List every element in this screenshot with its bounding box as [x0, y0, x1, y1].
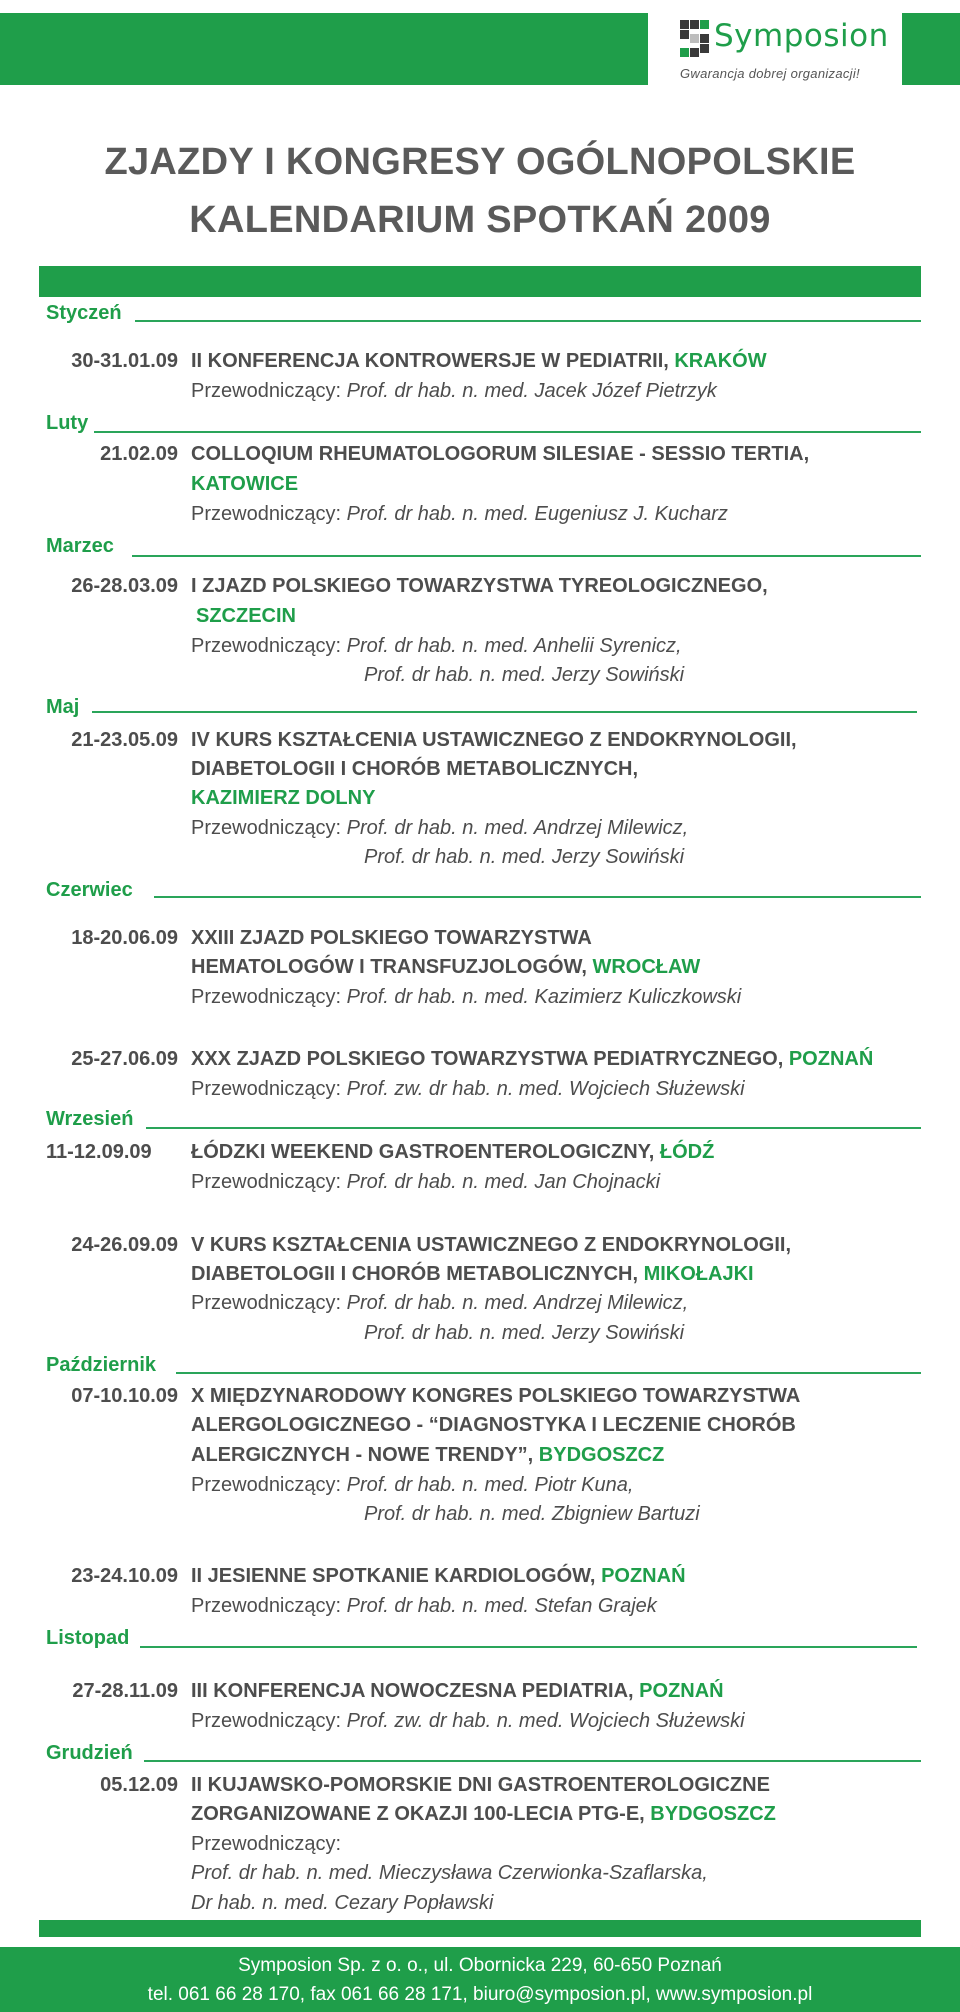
- event-title-text: ZORGANIZOWANE Z OKAZJI 100-LECIA PTG-E,: [191, 1803, 651, 1825]
- event-date: 23-24.10.09: [71, 1565, 178, 1587]
- event-title-text: I ZJAZD POLSKIEGO TOWARZYSTWA TYREOLOGICZNEGO,: [191, 575, 768, 597]
- event-title: [191, 1565, 686, 1588]
- event-chair: [191, 1833, 341, 1856]
- event-city: POZNAŃ: [601, 1565, 686, 1587]
- event-city: KAZIMIERZ DOLNY: [191, 787, 376, 809]
- month-divider: [94, 431, 921, 433]
- event-chair-2: [364, 1503, 700, 1526]
- chair-name: Prof. dr hab. n. med. Jan Chojnacki: [346, 1171, 661, 1193]
- event-title: [191, 758, 638, 781]
- event-title-text: III KONFERENCJA NOWOCZESNA PEDIATRIA,: [191, 1680, 640, 1702]
- event-date: 24-26.09.09: [71, 1234, 178, 1256]
- chair-label: Przewodniczący:: [191, 1171, 342, 1193]
- event-title-text: II JESIENNE SPOTKANIE KARDIOLOGÓW,: [191, 1565, 602, 1587]
- chair-name: Prof. zw. dr hab. n. med. Wojciech Służewski: [346, 1078, 745, 1100]
- event-chair-2: [364, 1322, 684, 1345]
- chair-label: Przewodniczący:: [191, 1474, 342, 1496]
- chair-label: Przewodniczący:: [191, 635, 342, 657]
- event-city: BYDGOSZCZ: [538, 1444, 665, 1466]
- event-title: [196, 605, 296, 628]
- event-title-text: ŁÓDZKI WEEKEND GASTROENTEROLOGICZNY,: [191, 1141, 660, 1163]
- month-june: Czerwiec: [46, 879, 133, 901]
- event-city: POZNAŃ: [788, 1048, 874, 1070]
- chair-label: Przewodniczący:: [191, 1710, 342, 1732]
- chair-name: Prof. zw. dr hab. n. med. Wojciech Służewski: [346, 1710, 745, 1732]
- chair-name: Prof. dr hab. n. med. Zbigniew Bartuzi: [364, 1503, 700, 1525]
- event-chair: [191, 1292, 688, 1315]
- page-title-line2: KALENDARIUM SPOTKAŃ 2009: [189, 199, 771, 241]
- event-chair: [191, 380, 717, 403]
- header-green-bar-right: [902, 13, 960, 85]
- chair-name: Prof. dr hab. n. med. Anhelii Syrenicz,: [346, 635, 682, 657]
- bottom-green-band: [39, 1920, 921, 1937]
- month-divider: [132, 555, 921, 557]
- event-title: [191, 575, 768, 598]
- page-title-line1: ZJAZDY I KONGRESY OGÓLNOPOLSKIE: [104, 141, 856, 183]
- symposion-logo: [678, 16, 889, 82]
- event-city: KRAKÓW: [674, 350, 767, 372]
- event-city: BYDGOSZCZ: [650, 1803, 776, 1825]
- event-title-text: IV KURS KSZTAŁCENIA USTAWICZNEGO Z ENDOKRYNOLOGII,: [191, 729, 797, 751]
- event-title: [191, 443, 809, 466]
- event-city: KATOWICE: [191, 473, 299, 495]
- event-city: POZNAŃ: [639, 1680, 724, 1702]
- chair-label: Przewodniczący:: [191, 1078, 342, 1100]
- event-chair-2: [364, 664, 684, 687]
- header-green-bar: [0, 13, 648, 85]
- event-chair: [191, 1474, 633, 1497]
- event-date: 25-27.06.09: [71, 1048, 178, 1070]
- top-green-band: [39, 266, 921, 297]
- chair-name: Prof. dr hab. n. med. Jerzy Sowiński: [364, 664, 685, 686]
- month-divider: [92, 711, 917, 713]
- event-chair: [191, 1078, 745, 1101]
- chair-name: Prof. dr hab. n. med. Andrzej Milewicz,: [346, 1292, 689, 1314]
- footer-contact: tel. 061 66 28 170, fax 061 66 28 171, biuro@symposion.pl, www.symposion.pl: [147, 1984, 813, 2005]
- footer-address: Symposion Sp. z o. o., ul. Obornicka 229, 60-650 Poznań: [238, 1955, 722, 1976]
- logo-wordmark: Symposion: [714, 18, 889, 54]
- event-title-text: X MIĘDZYNARODOWY KONGRES POLSKIEGO TOWARZYSTWA: [191, 1385, 801, 1407]
- event-title-text: V KURS KSZTAŁCENIA USTAWICZNEGO Z ENDOKRYNOLOGII,: [191, 1234, 791, 1256]
- event-title-text: HEMATOLOGÓW I TRANSFUZJOLOGÓW,: [191, 956, 593, 978]
- footer: [0, 1947, 960, 2012]
- event-title-text: II KONFERENCJA KONTROWERSJE W PEDIATRII,: [191, 350, 675, 372]
- event-date: 07-10.10.09: [71, 1385, 178, 1407]
- month-divider: [176, 1372, 921, 1374]
- event-chair: [191, 1710, 745, 1733]
- month-divider: [146, 1127, 921, 1129]
- event-title: [191, 1803, 776, 1826]
- event-chair-2: [191, 1892, 493, 1915]
- month-divider: [135, 320, 921, 322]
- event-title-text: ALERGICZNYCH - NOWE TRENDY”,: [191, 1444, 539, 1466]
- month-divider: [144, 1760, 921, 1762]
- event-city: WROCŁAW: [592, 956, 701, 978]
- page-title: [0, 133, 960, 249]
- chair-name: Prof. dr hab. n. med. Eugeniusz J. Kucharz: [346, 503, 728, 525]
- event-chair: [191, 635, 682, 658]
- event-title: [191, 956, 700, 979]
- event-title: [191, 787, 375, 810]
- event-city: SZCZECIN: [196, 605, 296, 627]
- chair-label: Przewodniczący:: [191, 503, 342, 525]
- event-title: [191, 1385, 800, 1408]
- event-chair-2: [364, 846, 684, 869]
- chair-label: Przewodniczący:: [191, 1595, 342, 1617]
- month-march: Marzec: [46, 535, 114, 557]
- chair-name: Prof. dr hab. n. med. Jerzy Sowiński: [364, 1322, 685, 1344]
- event-title: [191, 729, 797, 752]
- event-title: [191, 1048, 873, 1071]
- event-title: [191, 1414, 796, 1437]
- event-date: 27-28.11.09: [72, 1680, 178, 1702]
- chair-name: Prof. dr hab. n. med. Mieczysława Czerwionka-Szaflarska,: [191, 1862, 708, 1884]
- month-may: Maj: [46, 696, 80, 718]
- event-title-text: COLLOQIUM RHEUMATOLOGORUM SILESIAE - SESSIO TERTIA,: [191, 443, 810, 465]
- month-september: Wrzesień: [46, 1108, 134, 1130]
- event-city: MIKOŁAJKI: [643, 1263, 754, 1285]
- chair-label: Przewodniczący:: [191, 1292, 342, 1314]
- chair-name: Prof. dr hab. n. med. Jerzy Sowiński: [364, 846, 685, 868]
- chair-name: Prof. dr hab. n. med. Stefan Grajek: [346, 1595, 657, 1617]
- chair-label: Przewodniczący:: [191, 817, 342, 839]
- event-title: [191, 350, 767, 373]
- event-date: 21-23.05.09: [71, 729, 178, 751]
- chair-name: Prof. dr hab. n. med. Jacek Józef Pietrzyk: [346, 380, 717, 402]
- event-title-text: II KUJAWSKO-POMORSKIE DNI GASTROENTEROLOGICZNE: [191, 1774, 770, 1796]
- event-date: 05.12.09: [100, 1774, 178, 1796]
- month-divider: [140, 1646, 917, 1648]
- event-date: 30-31.01.09: [71, 350, 178, 372]
- event-title: [191, 1444, 664, 1467]
- logo-tagline: Gwarancja dobrej organizacji!: [680, 66, 860, 81]
- month-december: Grudzień: [46, 1742, 133, 1764]
- chair-label: Przewodniczący:: [191, 380, 342, 402]
- event-date: 18-20.06.09: [71, 927, 178, 949]
- event-chair: [191, 1171, 660, 1194]
- event-title-text: DIABETOLOGII I CHORÓB METABOLICZNYCH,: [191, 1263, 644, 1285]
- event-title-text: XXIII ZJAZD POLSKIEGO TOWARZYSTWA: [191, 927, 592, 949]
- event-title: [191, 1141, 714, 1164]
- month-november: Listopad: [46, 1627, 130, 1649]
- event-chair: [191, 986, 741, 1009]
- month-january: Styczeń: [46, 302, 122, 324]
- event-title: [191, 927, 592, 950]
- chair-label: Przewodniczący:: [191, 1833, 342, 1855]
- event-title: [191, 1774, 770, 1797]
- chair-name: Prof. dr hab. n. med. Piotr Kuna,: [346, 1474, 634, 1496]
- event-date: 11-12.09.09: [46, 1141, 152, 1163]
- event-city: ŁÓDŹ: [659, 1141, 715, 1163]
- event-title: [191, 1234, 791, 1257]
- month-divider: [154, 896, 921, 898]
- event-title-text: XXX ZJAZD POLSKIEGO TOWARZYSTWA PEDIATRYCZNEGO,: [191, 1048, 789, 1070]
- event-chair: [191, 817, 688, 840]
- month-february: Luty: [46, 412, 89, 434]
- event-date: 26-28.03.09: [71, 575, 178, 597]
- event-title-text: DIABETOLOGII I CHORÓB METABOLICZNYCH,: [191, 758, 639, 780]
- chair-label: Przewodniczący:: [191, 986, 342, 1008]
- event-chair-1: [191, 1862, 708, 1885]
- chair-name: Dr hab. n. med. Cezary Popławski: [191, 1892, 494, 1914]
- event-chair: [191, 1595, 657, 1618]
- event-chair: [191, 503, 728, 526]
- event-title-text: ALERGOLOGICZNEGO - “DIAGNOSTYKA I LECZENIE CHORÓB: [191, 1414, 796, 1436]
- event-title: [191, 1680, 724, 1703]
- chair-name: Prof. dr hab. n. med. Kazimierz Kuliczkowski: [346, 986, 742, 1008]
- event-date: 21.02.09: [100, 443, 178, 465]
- month-october: Październik: [46, 1354, 157, 1376]
- chair-name: Prof. dr hab. n. med. Andrzej Milewicz,: [346, 817, 689, 839]
- event-title: [191, 1263, 754, 1286]
- event-title: [191, 473, 298, 496]
